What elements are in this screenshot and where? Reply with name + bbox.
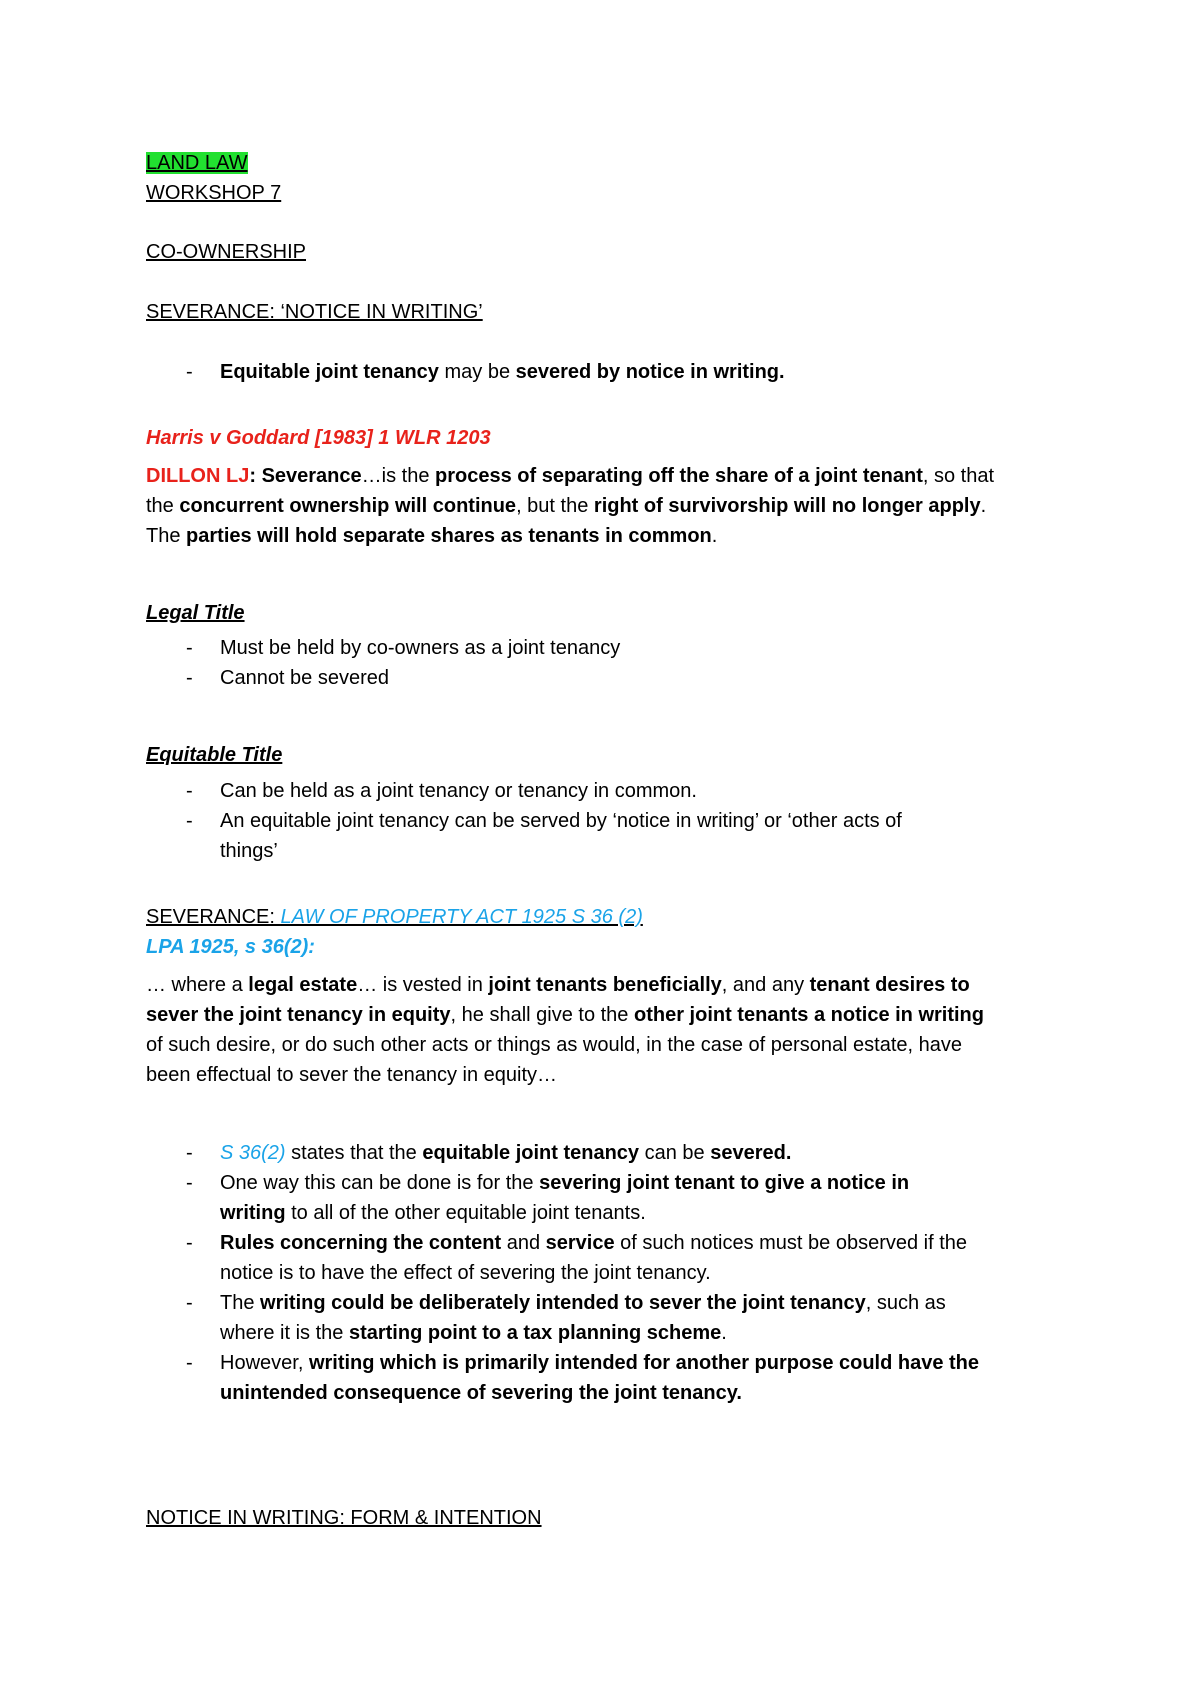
text: . [711, 525, 718, 547]
section-heading: CO-OWNERSHIP [146, 241, 306, 263]
text: . [721, 1322, 727, 1344]
case-quote-line [146, 491, 986, 521]
bullet-item: Can be held as a joint tenancy or tenancy in common. [220, 780, 697, 802]
bullet-item [220, 1228, 967, 1258]
bold-text: Equitable joint tenancy [220, 361, 439, 383]
statute-reference: LAW OF PROPERTY ACT 1925 S 36 (2) [280, 906, 643, 928]
bullet-dash: - [186, 1142, 193, 1164]
bold-text: writing [220, 1202, 286, 1224]
text: the [146, 495, 180, 517]
text: may be [438, 361, 516, 383]
bold-text: unintended consequence of severing the joint tenancy. [220, 1382, 742, 1404]
bold-text: concurrent ownership will continue [179, 495, 517, 517]
statute-quote-line [146, 1000, 984, 1030]
bullet-dash: - [186, 637, 193, 659]
statute-quote-line [146, 970, 970, 1000]
bold-text: severing joint tenant to give a notice in [539, 1172, 910, 1194]
text: . [980, 495, 987, 517]
notice-form-heading: NOTICE IN WRITING: FORM & INTENTION [146, 1507, 542, 1529]
text: , and any [721, 974, 810, 996]
bullet-dash: - [186, 1232, 193, 1254]
text: where it is the [220, 1322, 349, 1344]
bold-text: legal estate [248, 974, 358, 996]
bold-text: service [545, 1232, 615, 1254]
bold-text: sever the joint tenancy in equity [146, 1004, 451, 1026]
case-citation: Harris v Goddard [1983] 1 WLR 1203 [146, 427, 491, 449]
bullet-item-continued [220, 1198, 646, 1228]
bullet-item [220, 1288, 946, 1318]
bullet-item: An equitable joint tenancy can be served by ‘notice in writing’ or ‘other acts of [220, 810, 902, 832]
document-title [146, 148, 248, 178]
text: However, [220, 1352, 309, 1374]
bullet-dash: - [186, 1352, 193, 1374]
bold-text: writing could be deliberately intended to sever the joint tenancy [260, 1292, 866, 1314]
bullet-item [220, 1348, 979, 1378]
bold-text: process of separating off the share of a joint tenant [435, 465, 923, 487]
text: The [146, 525, 187, 547]
bullet-item-continued [220, 1318, 727, 1348]
lpa-subheading: LPA 1925, s 36(2): [146, 936, 315, 958]
bold-text: parties will hold separate shares as tenants in common [186, 525, 712, 547]
text: to all of the other equitable joint tenants. [285, 1202, 646, 1224]
case-quote-line [146, 461, 994, 491]
text: One way this can be done is for the [220, 1172, 540, 1194]
bullet-dash: - [186, 667, 193, 689]
severance-heading: SEVERANCE: ‘NOTICE IN WRITING’ [146, 301, 483, 323]
statute-reference: S 36(2) [220, 1142, 286, 1164]
bold-text: severed. [710, 1142, 792, 1164]
bold-text: starting point to a tax planning scheme [348, 1322, 722, 1344]
lpa-heading [146, 902, 643, 932]
text: : [249, 465, 262, 487]
bold-text: writing which is primarily intended for another purpose could have the [308, 1352, 980, 1374]
equitable-title-heading: Equitable Title [146, 744, 283, 766]
text: , he shall give to the [450, 1004, 634, 1026]
bold-text: tenant desires to [809, 974, 970, 996]
bullet-item [220, 1138, 791, 1168]
text: … where a [146, 974, 249, 996]
text: states that the [285, 1142, 423, 1164]
bold-text: severed by notice in writing. [515, 361, 785, 383]
bullet-item [220, 1168, 909, 1198]
bullet-dash: - [186, 810, 193, 832]
bullet-item: Cannot be severed [220, 667, 390, 689]
workshop-label: WORKSHOP 7 [146, 182, 282, 204]
legal-title-heading: Legal Title [146, 602, 245, 624]
text: can be [639, 1142, 711, 1164]
text: , so that [922, 465, 995, 487]
bold-text: equitable joint tenancy [422, 1142, 640, 1164]
text: … is vested in [357, 974, 489, 996]
bullet-item [220, 357, 785, 387]
text: The [220, 1292, 261, 1314]
bullet-item: Must be held by co-owners as a joint tenancy [220, 637, 621, 659]
bullet-item-continued: things’ [220, 840, 278, 862]
bold-text: joint tenants beneficially [488, 974, 722, 996]
bullet-item-continued: notice is to have the effect of severing the joint tenancy. [220, 1262, 711, 1284]
bold-text: Severance [261, 465, 362, 487]
text: SEVERANCE: [146, 906, 281, 928]
text: …is the [361, 465, 435, 487]
statute-quote-line: of such desire, or do such other acts or things as would, in the case of personal estate, have [146, 1034, 963, 1056]
bullet-dash: - [186, 780, 193, 802]
bullet-dash: - [186, 1292, 193, 1314]
bold-text: Rules concerning the content [220, 1232, 502, 1254]
bullet-item-continued [220, 1378, 742, 1408]
bold-text: right of survivorship will no longer apply [593, 495, 981, 517]
bold-text: other joint tenants a notice in writing [633, 1004, 984, 1026]
text: , such as [865, 1292, 946, 1314]
text: and [501, 1232, 546, 1254]
text: , but the [516, 495, 594, 517]
title-highlight: LAND LAW [146, 152, 248, 174]
bullet-dash: - [186, 361, 193, 383]
bullet-dash: - [186, 1172, 193, 1194]
statute-quote-line: been effectual to sever the tenancy in equity… [146, 1064, 558, 1086]
case-quote-line [146, 521, 717, 551]
text: of such notices must be observed if the [614, 1232, 968, 1254]
judge-name: DILLON LJ [146, 465, 250, 487]
